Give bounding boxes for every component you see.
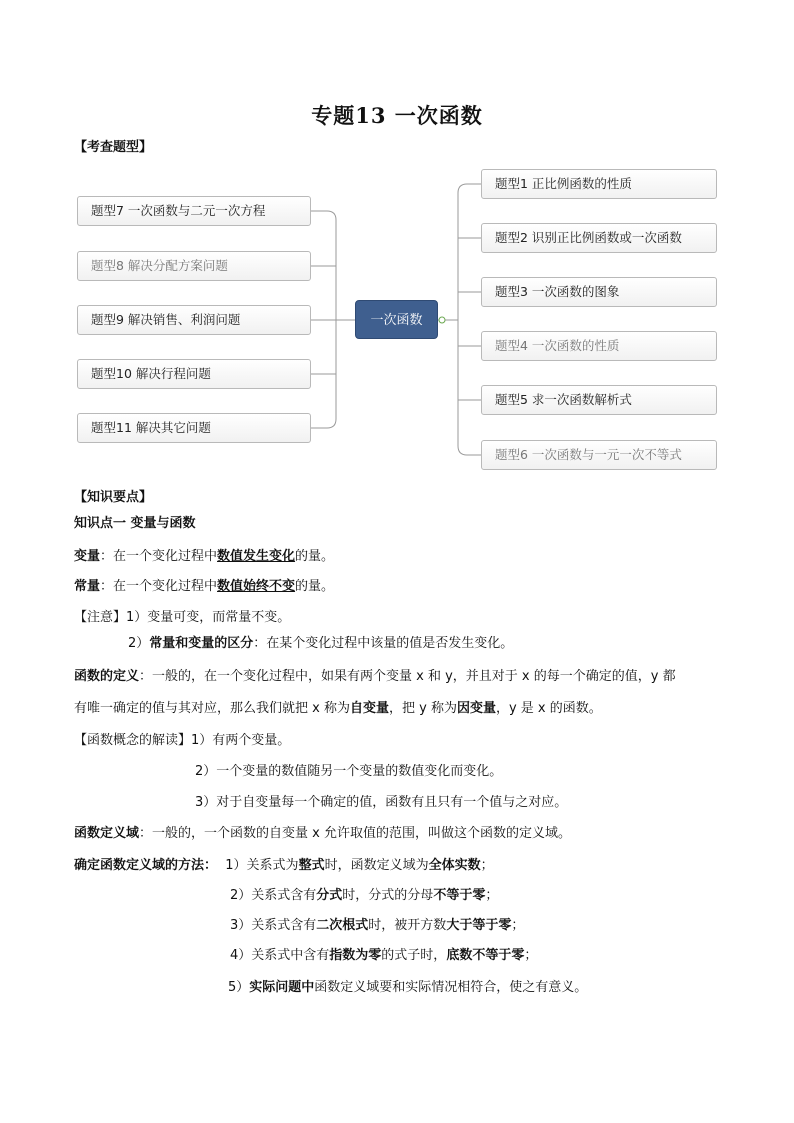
method-5-bold-a: 实际问题中 [249, 980, 315, 995]
mindmap-node-type7: 题型7 一次函数与二元一次方程 [77, 196, 311, 226]
method-5-text-b: 函数定义域要和实际情况相符合，使之有意义。 [314, 980, 588, 995]
def-text-3: ，y 是 x 的函数。 [495, 701, 602, 716]
variable-definition [74, 547, 334, 567]
method-4-bold-a: 指数为零 [329, 948, 382, 963]
independent-variable-term: 自变量 [349, 701, 389, 716]
mindmap-node-type2: 题型2 识别正比例函数或一次函数 [481, 223, 717, 253]
method-row-1 [74, 856, 494, 876]
method-2-text-a: 2）关系式含有 [230, 888, 317, 903]
method-3-bold-a: 二次根式 [316, 918, 369, 933]
variable-emphasis: 数值发生变化 [217, 549, 296, 564]
method-4-text-c: ； [524, 948, 538, 963]
variable-text-end: 的量。 [295, 549, 335, 564]
mindmap-node-type11: 题型11 解决其它问题 [77, 413, 311, 443]
method-1-bold-b: 全体实数 [428, 858, 481, 873]
mindmap-node-type10: 题型10 解决行程问题 [77, 359, 311, 389]
constant-definition [74, 577, 334, 597]
interpretation-line-2: 2）一个变量的数值随另一个变量的数值变化而变化。 [195, 764, 503, 779]
method-4-text-a: 4）关系式中含有 [230, 948, 330, 963]
method-2-text-b: 时，分式的分母 [342, 888, 434, 903]
method-1-bold-a: 整式 [298, 858, 325, 873]
method-3-text-b: 时，被开方数 [368, 918, 447, 933]
mindmap-node-type5: 题型5 求一次函数解析式 [481, 385, 717, 415]
mindmap-node-type3: 题型3 一次函数的图象 [481, 277, 717, 307]
method-2-text-c: ； [485, 888, 499, 903]
note-line-1: 【注意】1）变量可变，而常量不变。 [74, 610, 291, 625]
method-1-text-c: ； [480, 858, 494, 873]
domain-text: ：一般的，一个函数的自变量 x 允许取值的范围，叫做这个函数的定义域。 [139, 826, 571, 841]
function-definition-line1 [74, 667, 676, 687]
constant-term: 常量 [74, 579, 101, 594]
def-text-1: 有唯一确定的值与其对应，那么我们就把 x 称为 [74, 701, 350, 716]
method-2-bold-b: 不等于零 [433, 888, 486, 903]
expand-dot-icon [439, 317, 445, 323]
mindmap-center-node: 一次函数 [355, 300, 438, 339]
page-title: 专题13 一次函数 [311, 103, 483, 128]
method-3-text-a: 3）关系式含有 [230, 918, 317, 933]
method-row-4 [230, 946, 537, 966]
method-5-text-a: 5） [228, 980, 250, 995]
method-3-bold-b: 大于等于零 [446, 918, 512, 933]
mindmap-node-type8: 题型8 解决分配方案问题 [77, 251, 311, 281]
domain-definition [74, 824, 571, 844]
method-row-3 [230, 916, 524, 936]
method-4-bold-b: 底数不等于零 [446, 948, 525, 963]
constant-emphasis: 数值始终不变 [217, 579, 296, 594]
section-heading-types: 【考查题型】 [74, 140, 153, 155]
note-2-number: 2） [128, 636, 150, 651]
method-1-text-a: 1）关系式为 [225, 858, 299, 873]
method-label: 确定函数定义域的方法： [74, 858, 218, 873]
section-heading-knowledge: 【知识要点】 [74, 490, 153, 505]
note-2-bold: 常量和变量的区分 [149, 636, 254, 651]
method-1-text-b: 时，函数定义域为 [324, 858, 429, 873]
mindmap-node-type9: 题型9 解决销售、利润问题 [77, 305, 311, 335]
knowledge-point-title: 知识点一 变量与函数 [74, 516, 196, 531]
method-row-2 [230, 886, 498, 906]
function-definition-line2 [74, 699, 602, 719]
mindmap-node-type1: 题型1 正比例函数的性质 [481, 169, 717, 199]
method-2-bold-a: 分式 [316, 888, 343, 903]
mindmap-node-type6: 题型6 一次函数与一元一次不等式 [481, 440, 717, 470]
method-3-text-c: ； [511, 918, 525, 933]
dependent-variable-term: 因变量 [456, 701, 496, 716]
constant-text-end: 的量。 [295, 579, 335, 594]
mindmap-node-type4: 题型4 一次函数的性质 [481, 331, 717, 361]
method-row-5 [228, 978, 587, 998]
function-definition-term: 函数的定义 [74, 669, 140, 684]
domain-term: 函数定义域 [74, 826, 140, 841]
note-line-2 [128, 634, 513, 654]
variable-term: 变量 [74, 549, 101, 564]
variable-text: ：在一个变化过程中 [100, 549, 218, 564]
constant-text: ：在一个变化过程中 [100, 579, 218, 594]
interpretation-line-3: 3）对于自变量每一个确定的值，函数有且只有一个值与之对应。 [195, 795, 568, 810]
function-definition-text: ：一般的，在一个变化过程中，如果有两个变量 x 和 y，并且对于 x 的每一个确定的值，y 都 [139, 669, 676, 684]
note-2-rest: ：在某个变化过程中该量的值是否发生变化。 [253, 636, 514, 651]
method-4-text-b: 的式子时， [381, 948, 447, 963]
interpretation-line-1: 【函数概念的解读】1）有两个变量。 [74, 733, 291, 748]
def-text-2: ，把 y 称为 [388, 701, 457, 716]
